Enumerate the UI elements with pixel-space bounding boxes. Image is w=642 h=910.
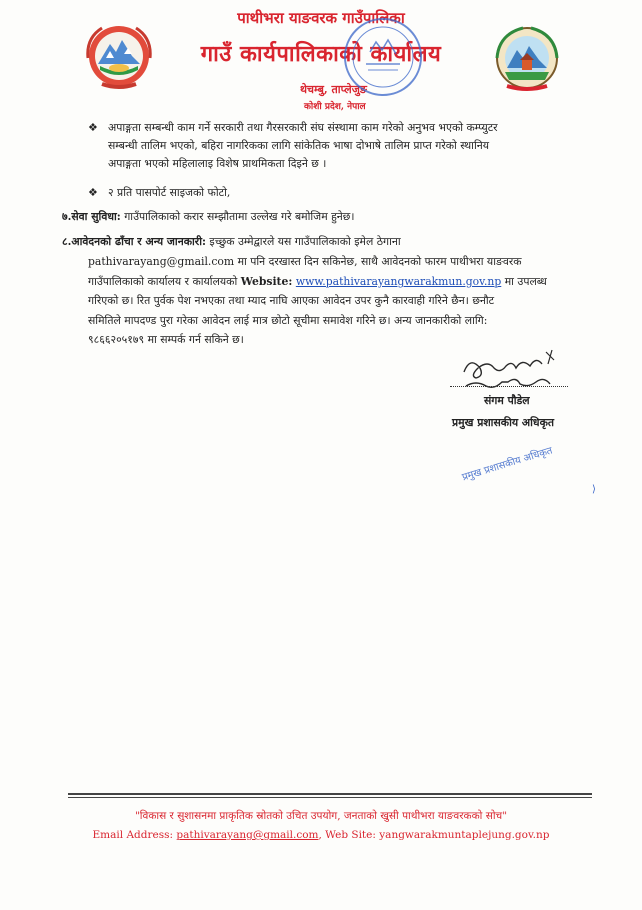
office-province: कोशी प्रदेश, नेपाल xyxy=(304,102,366,112)
section-heading: आवेदनको ढाँचा र अन्य जानकारी: xyxy=(71,235,206,248)
footer-motto: "विकास र सुशासनमा प्राकृतिक स्रोतको उचित उपयोग, जनताको खुसी पाथीभरा याङवरकको सोच" xyxy=(134,810,508,822)
municipality-name: पाथीभरा याङवरक गाउँपालिका xyxy=(237,9,405,27)
email-address: pathivarayang@gmail.com xyxy=(88,255,235,268)
stamp-mark: ⟩ xyxy=(592,484,596,495)
office-title: गाउँ कार्यपालिकाको कार्यालय xyxy=(200,41,442,67)
section-line: समितिले मापदण्ड पुरा गरेका आवेदन लाई मात्र छोटो सूचीमा समावेश गरिने छ। अन्य जानकारीको लागि: xyxy=(88,314,488,327)
diamond-bullet-icon: ❖ xyxy=(88,121,98,134)
footer-divider xyxy=(68,793,592,795)
office-seal-stamp xyxy=(340,14,426,100)
website-link[interactable]: www.pathivarayangwarakmun.gov.np xyxy=(295,275,502,288)
section-text: मा उपलब्ध xyxy=(501,275,547,288)
bullet-line: २ प्रति पासपोर्ट साइजको फोटो, xyxy=(108,186,231,199)
section-line: गरिएको छ। रित पुर्वक पेश नभएका तथा म्याद नाघि आएका आवेदन उपर कुनै कारवाही गरिने छैन। छनौट xyxy=(88,294,495,307)
section-application-format xyxy=(62,233,618,251)
section-text: गाउँपालिकाको कार्यालय र कार्यालयको xyxy=(88,275,241,288)
signatory-title: प्रमुख प्रशासकीय अधिकृत xyxy=(452,416,555,429)
section-number: ७. xyxy=(62,210,72,223)
email-label: Email Address: xyxy=(92,829,177,841)
section-benefits xyxy=(62,208,618,226)
section-line xyxy=(88,273,616,291)
section-line: ९८६६२०५१७९ मा सम्पर्क गर्न सकिने छ। xyxy=(88,333,244,346)
section-heading: सेवा सुविधा: xyxy=(71,210,121,223)
website-label: , Web Site: xyxy=(318,829,380,841)
designation-stamp: प्रमुख प्रशासकीय अधिकृत xyxy=(460,445,554,484)
signature-line xyxy=(450,386,568,387)
bullet-line: अपाङ्गता सम्बन्धी काम गर्ने सरकारी तथा गैरसरकारी संघ संस्थामा काम गरेको अनुभव भएको कम्प्युटर xyxy=(108,121,498,134)
footer-divider xyxy=(68,797,592,798)
section-line xyxy=(88,253,616,271)
bullet-line: सम्बन्धी तालिम भएको, बहिरा नागरिकका लागि सांकेतिक भाषा दोभाषे तालिम प्राप्त गरेको स्थानिय xyxy=(108,139,490,152)
footer-contact xyxy=(0,829,642,841)
section-number: ८. xyxy=(62,235,72,248)
handwritten-signature xyxy=(450,346,570,396)
bullet-line: अपाङ्गता भएको महिलालाइ विशेष प्राथमिकता दिइने छ । xyxy=(108,157,327,170)
office-address: थेचम्बु, ताप्लेजुङ xyxy=(300,83,367,96)
website-label: Website: xyxy=(240,275,293,288)
section-text: गाउँपालिकाको करार सम्झौतामा उल्लेख गरे बमोजिम हुनेछ। xyxy=(120,210,355,223)
section-text: मा पनि दरखास्त दिन सकिनेछ, साथै आवेदनको फारम पाथीभरा याङवरक xyxy=(234,255,522,268)
footer-website[interactable]: yangwarakmuntaplejung.gov.np xyxy=(379,829,550,841)
diamond-bullet-icon: ❖ xyxy=(88,186,98,199)
section-text: इच्छुक उम्मेद्वारले यस गाउँपालिकाको इमेल ठेगाना xyxy=(206,235,401,248)
footer-email-link[interactable]: pathivarayang@gmail.com xyxy=(176,829,319,841)
signatory-name: संगम पौडेल xyxy=(484,394,530,407)
